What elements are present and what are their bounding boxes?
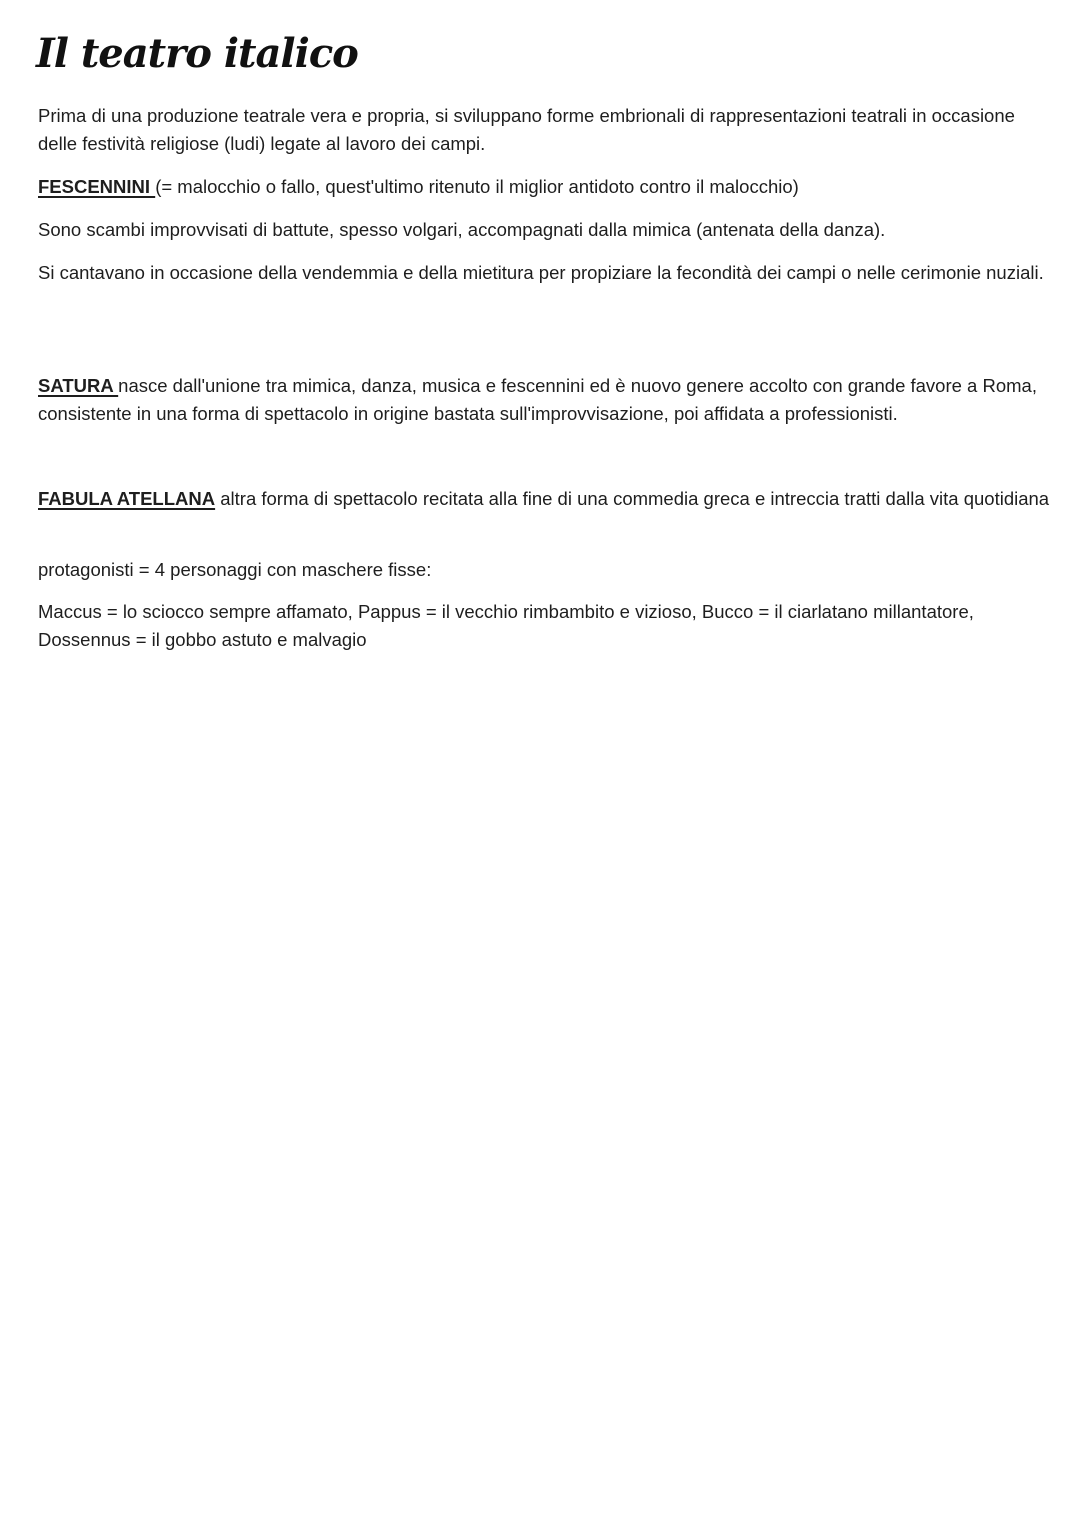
fescennini-description: Sono scambi improvvisati di battute, spesso volgari, accompagnati dalla mimica (antenata della danza). — [38, 219, 886, 240]
atellana-characters: Maccus = lo sciocco sempre affamato, Pappus = il vecchio rimbambito e vizioso, Bucco = il ciarlatano millantatore, Dossennus = il gobbo astuto e malvagio — [38, 601, 974, 650]
fescennini-paragraph — [38, 173, 1053, 201]
atellana-term: FABULA ATELLANA — [38, 488, 216, 509]
satura-term: SATURA — [38, 375, 119, 396]
fescennini-definition: (= malocchio o fallo, quest'ultimo ritenuto il miglior antidoto contro il malocchio) — [155, 176, 799, 197]
fescennini-usage: Si cantavano in occasione della vendemmia e della mietitura per propiziare la fecondità dei campi o nelle cerimonie nuziali. — [38, 262, 1044, 283]
page-title: Il teatro italico — [36, 30, 358, 77]
satura-text: nasce dall'unione tra mimica, danza, musica e fescennini ed è nuovo genere accolto con grande favore a Roma, consistente in una forma di spettacolo in origine bastata sull'improvvisazione, poi affidata a professionisti. — [38, 375, 1037, 424]
atellana-protagonists: protagonisti = 4 personaggi con maschere fisse: — [38, 559, 432, 580]
atellana-text: altra forma di spettacolo recitata alla fine di una commedia greca e intreccia tratti dalla vita quotidiana — [215, 488, 1050, 509]
fescennini-term: FESCENNINI — [38, 176, 156, 197]
satura-paragraph — [38, 372, 1053, 428]
intro-paragraph: Prima di una produzione teatrale vera e propria, si sviluppano forme embrionali di rappresentazioni teatrali in occasione delle festività religiose (ludi) legate al lavoro dei campi. — [38, 105, 1015, 154]
atellana-paragraph — [38, 485, 1053, 513]
